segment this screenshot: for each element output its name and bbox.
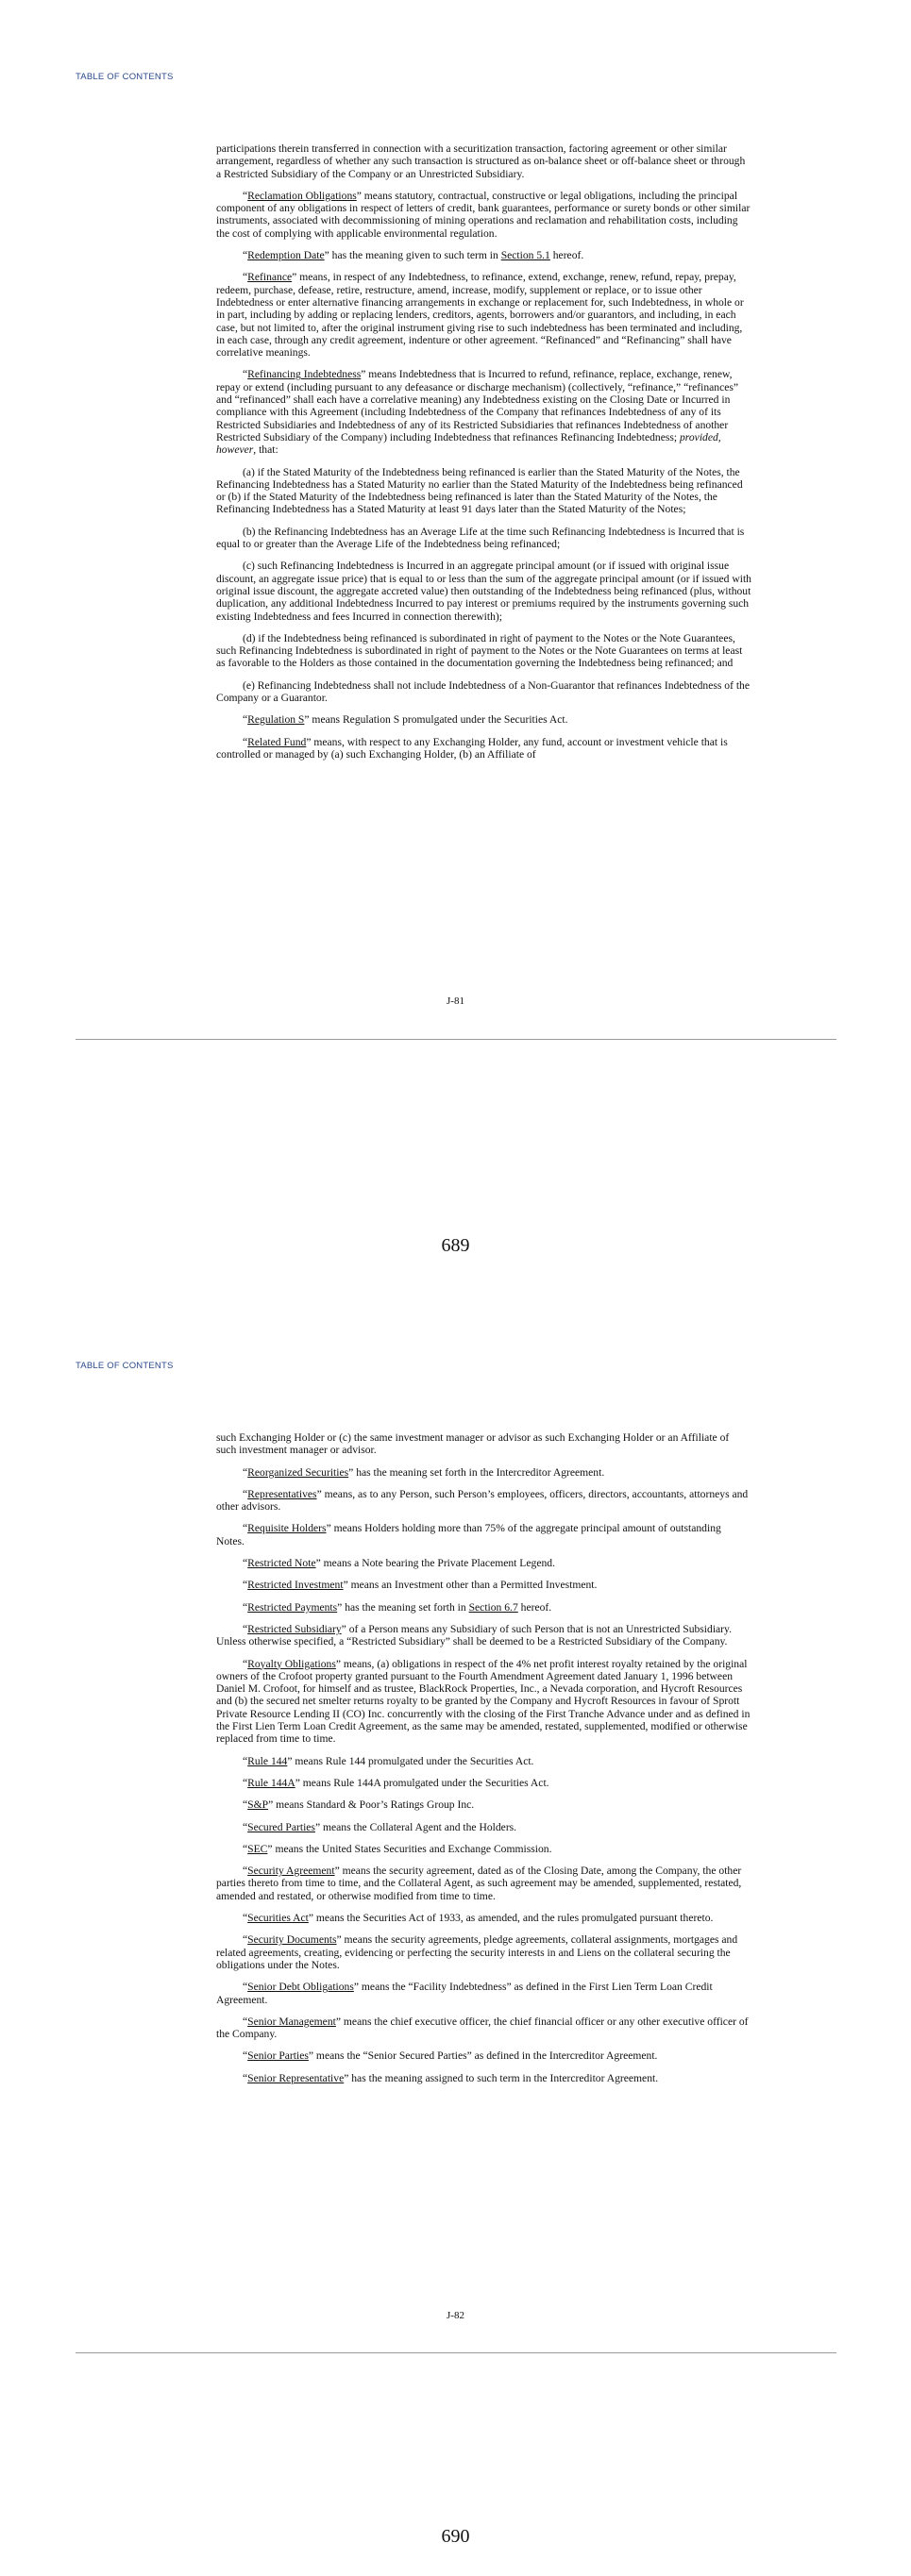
paragraph-text: ” has the meaning assigned to such term in the Intercreditor Agreement. [344, 2071, 659, 2084]
paragraph-text: ” means Regulation S promulgated under the Securities Act. [304, 713, 568, 727]
defined-term: Securities Act [247, 1912, 309, 1925]
defined-term: Secured Parties [247, 1820, 315, 1833]
defined-term: Restricted Subsidiary [247, 1622, 342, 1635]
paragraph-text: ” means, (a) obligations in respect of the 4% net profit interest royalty retained by the original owners of the Crofoot property granted pursuant to the Fourth Amendment Agreement dated January 1, 1996 between Daniel M. Crofoot, for himself and as trustee, BlackRock Properties, Inc., a Nevada corporation, and Hycroft Resources and (b) the secured net smelter returns royalty to be granted by the Company and Hycroft Resources in favour of Sprott Private Resource Lending II (CO) Inc. concurrently with the closing of the First Tranche Advance under and as defined in the First Lien Term Loan Credit Agreement, as the same may be amended, restated, supplemented, modified or otherwise replaced from time to time. [216, 1657, 751, 1746]
definition-paragraph: “Senior Debt Obligations” means the “Facility Indebtedness” as defined in the First Lien Term Loan Credit Agreement. [216, 1981, 713, 2006]
definition-paragraph: “SEC” means the United States Securities and Exchange Commission. [243, 1842, 552, 1855]
defined-term: Refinancing Indebtedness [247, 368, 362, 381]
defined-term: Redemption Date [247, 249, 325, 262]
page-footer-label: J-81 [447, 995, 464, 1007]
definition-paragraph: “Secured Parties” means the Collateral Agent and the Holders. [243, 1820, 517, 1833]
definition-paragraph: “Regulation S” means Regulation S promulgated under the Securities Act. [243, 713, 568, 727]
paragraph-text: ” means Rule 144 promulgated under the Securities Act. [287, 1754, 534, 1767]
paragraph-tail: , that: [253, 443, 278, 457]
paragraph-text: ” means the Collateral Agent and the Holders. [314, 1820, 517, 1833]
paragraph-tail: hereof. [517, 1600, 552, 1614]
defined-term: Refinance [247, 271, 293, 284]
paragraph-text: ” means Indebtedness that is Incurred to refund, refinance, replace, exchange, renew, repay or extend (including pursuant to any defeasance or discharge mechanism) (collectively, “refinance,” “refinances” and “refinanced” shall each have a correlative meaning) any Indebtedness existing on the Closing Date or Incurred in compliance with this Agreement (including Indebtedness of the Company that refinances Indebtedness of any of its Restricted Subsidiaries and Indebtedness of any of its Restricted Subsidiaries that refinances Indebtedness of another Restricted Subsidiary of the Company) including Indebtedness that refinances Refinancing Indebtedness; [216, 368, 739, 443]
paragraph-text: ” has the meaning set forth in the Intercreditor Agreement. [348, 1465, 605, 1479]
defined-term: Security Agreement [247, 1865, 335, 1878]
definition-paragraph: “Restricted Note” means a Note bearing the Private Placement Legend. [243, 1557, 555, 1570]
section-reference-link[interactable]: Section 5.1 [500, 249, 550, 262]
paragraph-text: ” means, as to any Person, such Person’s employees, officers, directors, accountants, attorneys and other advisors. [216, 1487, 749, 1514]
paragraph-text: (d) if the Indebtedness being refinanced is subordinated in right of payment to the Notes or the Note Guarantees, such Refinancing Indebtedness is subordinated in right of payment to the Notes or the Note Guarantees on terms at least as favorable to the Holders as those contained in the documentation governing the Indebtedness being refinanced; and [216, 631, 743, 670]
body-paragraph [216, 560, 751, 622]
defined-term: SEC [247, 1842, 268, 1855]
document-page-body [216, 142, 751, 770]
body-paragraph [216, 1431, 751, 1457]
body-paragraph [216, 526, 751, 551]
paragraph-text: ” means statutory, contractual, constructive or legal obligations, including the principal component of any obligations in respect of letters of credit, bank guarantees, performance or surety bonds or other similar instruments, associated with decommissioning of mining operations and reclamation and rehabilitation costs, including the cost of complying with applicable environmental regulation. [216, 189, 751, 240]
definition-paragraph: “Reorganized Securities” has the meaning set forth in the Intercreditor Agreement. [243, 1465, 605, 1479]
defined-term: Senior Debt Obligations [247, 1981, 354, 1994]
table-of-contents-link[interactable]: TABLE OF CONTENTS [76, 72, 174, 82]
defined-term: Regulation S [247, 713, 305, 727]
definition-paragraph: “Rule 144A” means Rule 144A promulgated under the Securities Act. [243, 1776, 549, 1789]
definition-paragraph: “Royalty Obligations” means, (a) obligations in respect of the 4% net profit interest royalty retained by the original owners of the Crofoot property granted pursuant to the Fourth Amendment Agreement dated January 1, 1996 between Daniel M. Crofoot, for himself and as trustee, BlackRock Properties, Inc., a Nevada corporation, and Hycroft Resources and (b) the secured net smelter returns royalty to be granted by the Company and Hycroft Resources in favour of Sprott Private Resource Lending II (CO) Inc. concurrently with the closing of the First Tranche Advance under and as defined in the First Lien Term Loan Credit Agreement, as the same may be amended, restated, supplemented, modified or otherwise replaced from time to time. [216, 1657, 751, 1746]
definition-paragraph: “Refinance” means, in respect of any Indebtedness, to refinance, extend, exchange, renew, refund, repay, prepay, redeem, purchase, defease, retire, restructure, amend, increase, modify, supplement or replace, or to issue other Indebtedness or enter alternative financing arrangements in exchange or replacement for, such Indebtedness, in whole or in part, including by adding or replacing lenders, creditors, agents, borrowers and/or guarantors, and including, in each case, but not limited to, after the original instrument giving rise to such indebtedness has been terminated and including, in each case, through any credit agreement, indenture or other agreement. “Refinanced” and “Refinancing” shall have correlative meanings. [216, 271, 744, 360]
definition-paragraph: “Senior Parties” means the “Senior Secured Parties” as defined in the Intercreditor Agreement. [243, 2049, 658, 2063]
paragraph-text: ” means the “Senior Secured Parties” as defined in the Intercreditor Agreement. [308, 2049, 658, 2063]
page-divider [76, 2352, 836, 2353]
definition-paragraph: “Senior Representative” has the meaning assigned to such term in the Intercreditor Agreement. [243, 2071, 659, 2084]
paragraph-text: ” means the security agreement, dated as of the Closing Date, among the Company, the other parties thereto from time to time, and the Collateral Agent, as such agreement may be amended, supplemented, restated, amended and restated, or otherwise modified from time to time. [216, 1865, 742, 1902]
definition-paragraph: “Security Documents” means the security agreements, pledge agreements, collateral assignments, mortgages and related agreements, creating, evidencing or perfecting the security interests in and Liens on the collateral securing the obligations under the Notes. [216, 1933, 738, 1971]
definition-paragraph: “Restricted Investment” means an Investment other than a Permitted Investment. [243, 1579, 598, 1592]
paragraph-text: ” means an Investment other than a Permitted Investment. [343, 1579, 598, 1592]
defined-term: Restricted Investment [247, 1579, 344, 1592]
defined-term: Reclamation Obligations [247, 189, 357, 202]
defined-term: Senior Management [247, 2015, 336, 2028]
paragraph-text: (e) Refinancing Indebtedness shall not include Indebtedness of a Non-Guarantor that refinances Indebtedness of the Company or a Guarantor. [216, 678, 750, 704]
defined-term: Rule 144 [247, 1754, 288, 1767]
definition-paragraph: “Senior Management” means the chief executive officer, the chief financial officer or any other executive officer of the Company. [216, 2015, 749, 2041]
table-of-contents-link[interactable]: TABLE OF CONTENTS [76, 1361, 174, 1371]
defined-term: Senior Parties [247, 2049, 309, 2063]
definition-paragraph: “Redemption Date” has the meaning given to such term in Section 5.1 hereof. [243, 249, 584, 262]
definition-paragraph: “Restricted Subsidiary” of a Person means any Subsidiary of such Person that is not an Unrestricted Subsidiary. Unless otherwise specified, a “Restricted Subsidiary” shall be deemed to be a Restricted Subsidiary of the Company. [216, 1622, 732, 1648]
body-paragraph [216, 632, 751, 670]
paragraph-text: ” means Holders holding more than 75% of the aggregate principal amount of outstanding Notes. [216, 1522, 721, 1547]
paragraph-text: participations therein transferred in connection with a securitization transaction, factoring agreement or other similar arrangement, regardless of whether any such transaction is structured as on-balance sheet or off-balance sheet or through a Restricted Subsidiary of the Company or an Unrestricted Subsidiary. [216, 142, 746, 180]
defined-term: Representatives [247, 1487, 317, 1500]
definition-paragraph: “Securities Act” means the Securities Act of 1933, as amended, and the rules promulgated pursuant thereto. [243, 1912, 714, 1925]
defined-term: Restricted Payments [247, 1600, 338, 1614]
defined-term: Security Documents [247, 1933, 337, 1947]
definition-paragraph: “Representatives” means, as to any Person, such Person’s employees, officers, directors, accountants, attorneys and other advisors. [216, 1487, 749, 1514]
paragraph-text: ” means the “Facility Indebtedness” as defined in the First Lien Term Loan Credit Agreement. [216, 1981, 713, 2006]
paragraph-text: ” of a Person means any Subsidiary of such Person that is not an Unrestricted Subsidiary. Unless otherwise specified, a “Restricted Subsidiary” shall be deemed to be a Restricted Subsidiary of the Company. [216, 1622, 732, 1648]
body-paragraph [216, 466, 751, 516]
paragraph-text: ” means, in respect of any Indebtedness, to refinance, extend, exchange, renew, refund, repay, prepay, redeem, purchase, defease, retire, restructure, amend, increase, modify, supplement or replace, or to issue other Indebtedness or enter alternative financing arrangements in exchange or replacement for, such Indebtedness, in whole or in part, including by adding or replacing lenders, creditors, agents, borrowers and/or guarantors, and including, in each case, but not limited to, after the original instrument giving rise to such indebtedness has been terminated and including, in each case, through any credit agreement, indenture or other agreement. “Refinanced” and “Refinancing” shall have correlative meanings. [216, 271, 744, 360]
paragraph-text: ” has the meaning given to such term in [324, 249, 501, 262]
paragraph-tail: hereof. [549, 249, 584, 262]
paragraph-text: ” means, with respect to any Exchanging Holder, any fund, account or investment vehicle that is controlled or managed by (a) such Exchanging Holder, (b) an Affiliate of [216, 735, 728, 761]
paragraph-text: ” has the meaning set forth in [337, 1600, 469, 1614]
definition-paragraph: “Reclamation Obligations” means statutory, contractual, constructive or legal obligations, including the principal component of any obligations in respect of letters of credit, bank guarantees, performance or surety bonds or other similar instruments, associated with decommissioning of mining operations and reclamation and rehabilitation costs, including the cost of complying with applicable environmental regulation. [216, 189, 751, 240]
page-footer-label: J-82 [447, 2310, 464, 2321]
paragraph-text: (b) the Refinancing Indebtedness has an Average Life at the time such Refinancing Indebtedness is Incurred that is equal to or greater than the Average Life of the Indebtedness being refinanced; [216, 525, 745, 551]
document-page-body [216, 1431, 751, 2094]
italic-proviso: provided, however [216, 430, 721, 457]
defined-term: Royalty Obligations [247, 1657, 336, 1670]
paragraph-text: ” means a Note bearing the Private Placement Legend. [315, 1557, 555, 1570]
defined-term: Rule 144A [247, 1776, 295, 1789]
body-paragraph [216, 679, 751, 705]
defined-term: Requisite Holders [247, 1522, 327, 1535]
definition-paragraph: “Restricted Payments” has the meaning set forth in Section 6.7 hereof. [243, 1600, 552, 1614]
defined-term: Reorganized Securities [247, 1465, 349, 1479]
defined-term: S&P [247, 1798, 269, 1812]
definition-paragraph: “Rule 144” means Rule 144 promulgated under the Securities Act. [243, 1754, 534, 1767]
paragraph-text: (a) if the Stated Maturity of the Indebtedness being refinanced is earlier than the Stated Maturity of the Notes, the Refinancing Indebtedness has a Stated Maturity no earlier than the Stated Maturity of the Indebtedness being refinanced or (b) if the Stated Maturity of the Indebtedness being refinanced is later than the Stated Maturity of the Notes, the Refinancing Indebtedness has a Stated Maturity at least 91 days later than the Stated Maturity of the Notes; [216, 465, 743, 516]
definition-paragraph: “S&P” means Standard & Poor’s Ratings Group Inc. [243, 1798, 475, 1812]
document-page-number: 690 [441, 2526, 470, 2547]
defined-term: Senior Representative [247, 2071, 345, 2084]
body-paragraph [216, 142, 751, 180]
paragraph-text: such Exchanging Holder or (c) the same investment manager or advisor as such Exchanging Holder or an Affiliate of such investment manager or advisor. [216, 1431, 730, 1457]
paragraph-text: ” means the security agreements, pledge agreements, collateral assignments, mortgages and related agreements, creating, evidencing or perfecting the security interests in and Liens on the collateral securing the obligations under the Notes. [216, 1933, 738, 1971]
definition-paragraph: “Requisite Holders” means Holders holding more than 75% of the aggregate principal amount of outstanding Notes. [216, 1522, 721, 1547]
definition-paragraph: “Refinancing Indebtedness” means Indebtedness that is Incurred to refund, refinance, replace, exchange, renew, repay or extend (including pursuant to any defeasance or discharge mechanism) (collectively, “refinance,” “refinances” and “refinanced” shall each have a correlative meaning) any Indebtedness existing on the Closing Date or Incurred in compliance with this Agreement (including Indebtedness of the Company that refinances Indebtedness of any of its Restricted Subsidiaries and Indebtedness of any of its Restricted Subsidiaries that refinances Indebtedness of another Restricted Subsidiary of the Company) including Indebtedness that refinances Refinancing Indebtedness; provided, however, that: [216, 368, 739, 457]
paragraph-text: ” means the Securities Act of 1933, as amended, and the rules promulgated pursuant thereto. [308, 1912, 714, 1925]
definition-paragraph: “Security Agreement” means the security agreement, dated as of the Closing Date, among the Company, the other parties thereto from time to time, and the Collateral Agent, as such agreement may be amended, supplemented, restated, amended and restated, or otherwise modified from time to time. [216, 1865, 742, 1902]
paragraph-text: ” means Rule 144A promulgated under the Securities Act. [295, 1776, 549, 1789]
paragraph-text: (c) such Refinancing Indebtedness is Incurred in an aggregate principal amount (or if issued with original issue discount, an aggregate issue price) that is equal to or less than the sum of the aggregate principal amount (or if issued with original issue discount, the aggregate accreted value) then outstanding of the Indebtedness being refinanced (plus, without duplication, any additional Indebtedness Incurred to pay interest or premiums required by the instruments governing such existing Indebtedness and fees Incurred in connection therewith); [216, 560, 751, 623]
paragraph-text: ” means the chief executive officer, the chief financial officer or any other executive officer of the Company. [216, 2015, 749, 2041]
page-divider [76, 1039, 836, 1040]
defined-term: Restricted Note [247, 1557, 316, 1570]
document-page-number: 689 [441, 1235, 470, 1256]
paragraph-text: ” means Standard & Poor’s Ratings Group Inc. [268, 1798, 475, 1812]
paragraph-text: ” means the United States Securities and Exchange Commission. [267, 1842, 552, 1855]
section-reference-link[interactable]: Section 6.7 [468, 1600, 518, 1614]
defined-term: Related Fund [247, 735, 307, 748]
definition-paragraph: “Related Fund” means, with respect to any Exchanging Holder, any fund, account or investment vehicle that is controlled or managed by (a) such Exchanging Holder, (b) an Affiliate of [216, 735, 728, 761]
